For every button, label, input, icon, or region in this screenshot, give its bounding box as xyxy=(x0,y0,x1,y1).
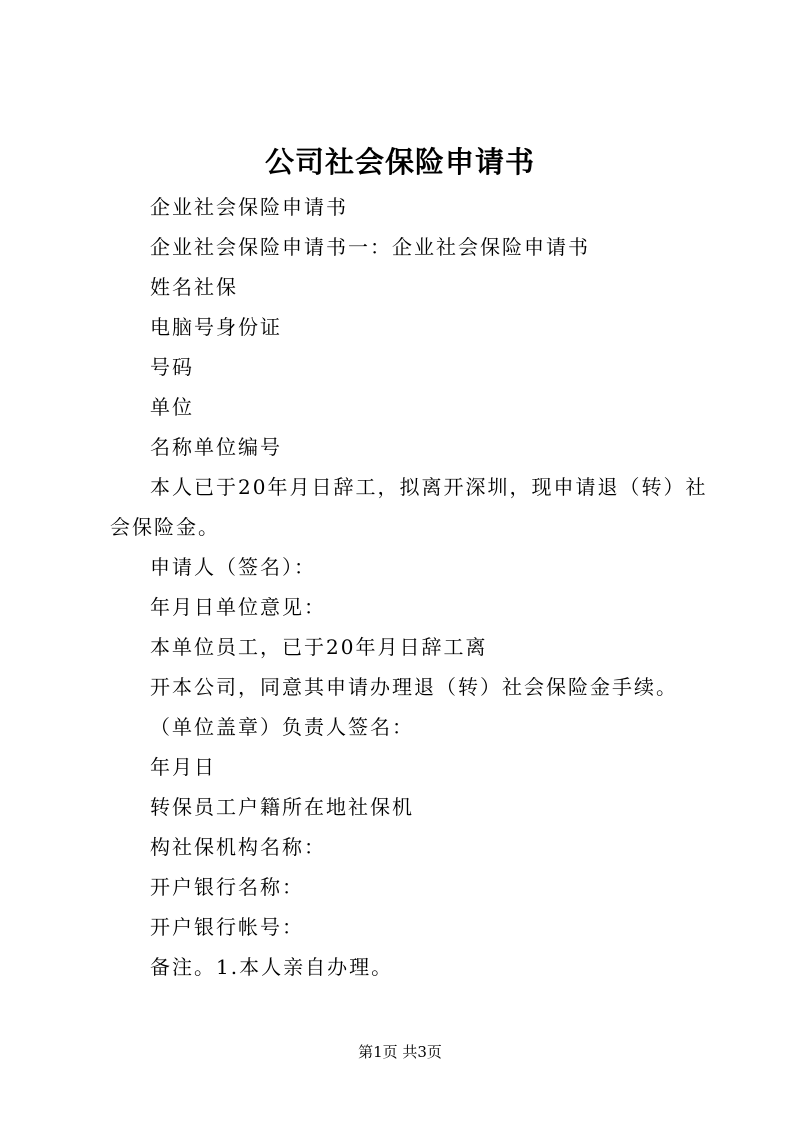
body-line: 会保险金。 xyxy=(110,515,220,539)
page-footer: 第1页 共3页 xyxy=(358,1043,442,1061)
body-line: 企业社会保险申请书 xyxy=(150,195,348,219)
body-line: 构社保机构名称： xyxy=(150,835,326,859)
body-line: 电脑号身份证 xyxy=(150,315,282,339)
document-body xyxy=(110,187,710,987)
body-line: 开本公司，同意其申请办理退（转）社会保险金手续。 xyxy=(150,675,678,699)
body-line: 本单位员工，已于20年月日辞工离 xyxy=(150,635,488,659)
body-line: 申请人（签名）： xyxy=(150,555,316,579)
body-line: 本人已于20年月日辞工，拟离开深圳，现申请退（转）社 xyxy=(150,475,708,499)
body-line: 转保员工户籍所在地社保机 xyxy=(150,795,414,819)
body-line: 年月日单位意见： xyxy=(150,595,326,619)
body-line: 姓名社保 xyxy=(150,275,238,299)
body-line: 年月日 xyxy=(150,755,216,779)
document-title: 公司社会保险申请书 xyxy=(264,145,535,179)
body-line: 企业社会保险申请书一：企业社会保险申请书 xyxy=(150,235,590,259)
body-line: 开户银行帐号： xyxy=(150,915,304,939)
body-line: 单位 xyxy=(150,395,194,419)
body-line: 开户银行名称： xyxy=(150,875,304,899)
body-line: 号码 xyxy=(150,355,194,379)
body-line: 备注。1.本人亲自办理。 xyxy=(150,955,394,979)
body-line: 名称单位编号 xyxy=(150,435,282,459)
body-line: （单位盖章）负责人签名： xyxy=(150,715,414,739)
